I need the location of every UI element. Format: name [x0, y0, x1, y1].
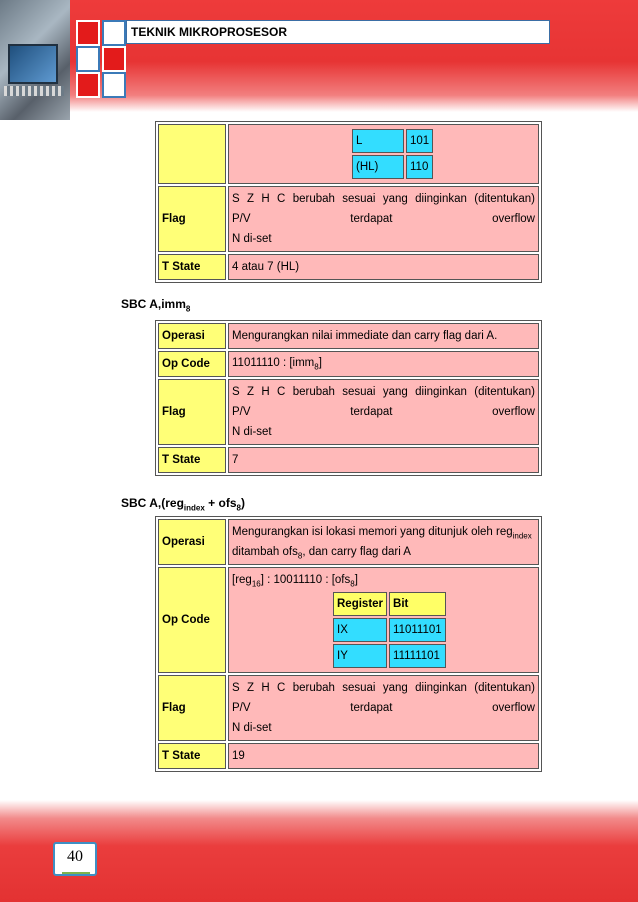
register-bit-table [331, 590, 448, 670]
flag-line-1: S Z H C berubah sesuai yang diinginkan (ditentukan) [232, 682, 535, 694]
flag-overflow: overflow [492, 213, 535, 225]
page-title: TEKNIK MIKROPROSESOR [126, 20, 550, 44]
flag-line-2 [232, 698, 535, 718]
register-cell: L [352, 129, 404, 153]
register-header: Register [333, 592, 387, 616]
operasi-label: Operasi [158, 519, 226, 565]
register-cell: (HL) [352, 155, 404, 179]
tstate-label: T State [158, 447, 226, 473]
page-number: 40 [53, 842, 97, 876]
bit-cell: 101 [406, 129, 433, 153]
page-number-underline [62, 872, 90, 874]
register-bit-cell [228, 124, 539, 184]
opcode-label: Op Code [158, 351, 226, 377]
tstate-label: T State [158, 743, 226, 769]
tstate-value: 7 [228, 447, 539, 473]
decor-square-red [102, 46, 126, 72]
flag-line-3: N di-set [232, 722, 272, 734]
flag-line-2 [232, 209, 535, 229]
bit-cell: 110 [406, 155, 433, 179]
empty-label-cell [158, 124, 226, 184]
decor-square-red [76, 20, 100, 46]
flag-line-2 [232, 402, 535, 422]
tstate-value: 19 [228, 743, 539, 769]
decor-square-white [76, 46, 100, 72]
opcode-label: Op Code [158, 567, 226, 673]
decor-square-red [76, 72, 100, 98]
flag-label: Flag [158, 379, 226, 445]
flag-pv: P/V [232, 213, 251, 225]
bit-cell: 11111101 [389, 644, 446, 668]
instruction-table-sbc-imm [155, 320, 542, 476]
flag-line-1: S Z H C berubah sesuai yang diinginkan (ditentukan) [232, 386, 535, 398]
flag-line-3: N di-set [232, 233, 272, 245]
decor-square-white [102, 20, 126, 46]
opcode-line: [reg$_{16}$] : 10011110 : [ofs$_8$] [232, 574, 358, 589]
opcode-value [228, 567, 539, 673]
flag-value [228, 675, 539, 741]
bit-header: Bit [389, 592, 446, 616]
bit-cell: 11011101 [389, 618, 446, 642]
instruction-table-continued [155, 121, 542, 283]
register-cell: IX [333, 618, 387, 642]
flag-pv: P/V [232, 702, 251, 714]
opcode-value: 11011110 : [imm$_8$] [228, 351, 539, 377]
flag-label: Flag [158, 675, 226, 741]
tstate-label: T State [158, 254, 226, 280]
flag-value [228, 379, 539, 445]
flag-overflow: overflow [492, 406, 535, 418]
operasi-line-2: ditambah ofs$_8$, dan carry flag dari A [232, 546, 411, 561]
flag-terdapat: terdapat [350, 213, 393, 225]
flag-label: Flag [158, 186, 226, 252]
flag-overflow: overflow [492, 702, 535, 714]
section-heading-sbc-imm: SBC A,imm$_8$ [121, 297, 191, 314]
operasi-label: Operasi [158, 323, 226, 349]
decor-square-white [102, 72, 126, 98]
flag-terdapat: terdapat [350, 406, 393, 418]
register-bit-table [350, 127, 435, 181]
register-cell: IY [333, 644, 387, 668]
operasi-value [228, 519, 539, 565]
operasi-line-1: Mengurangkan isi lokasi memori yang ditunjuk oleh reg$_{index}$ [232, 526, 532, 541]
flag-line-3: N di-set [232, 426, 272, 438]
operasi-value: Mengurangkan nilai immediate dan carry flag dari A. [228, 323, 539, 349]
section-heading-sbc-index: SBC A,(reg$_{index}$ + ofs$_8$) [121, 496, 245, 513]
flag-line-1: S Z H C berubah sesuai yang diinginkan (ditentukan) [232, 193, 535, 205]
microchip-image [0, 0, 70, 120]
flag-pv: P/V [232, 406, 251, 418]
instruction-table-sbc-index [155, 516, 542, 772]
flag-terdapat: terdapat [350, 702, 393, 714]
flag-value [228, 186, 539, 252]
tstate-value: 4 atau 7 (HL) [228, 254, 539, 280]
